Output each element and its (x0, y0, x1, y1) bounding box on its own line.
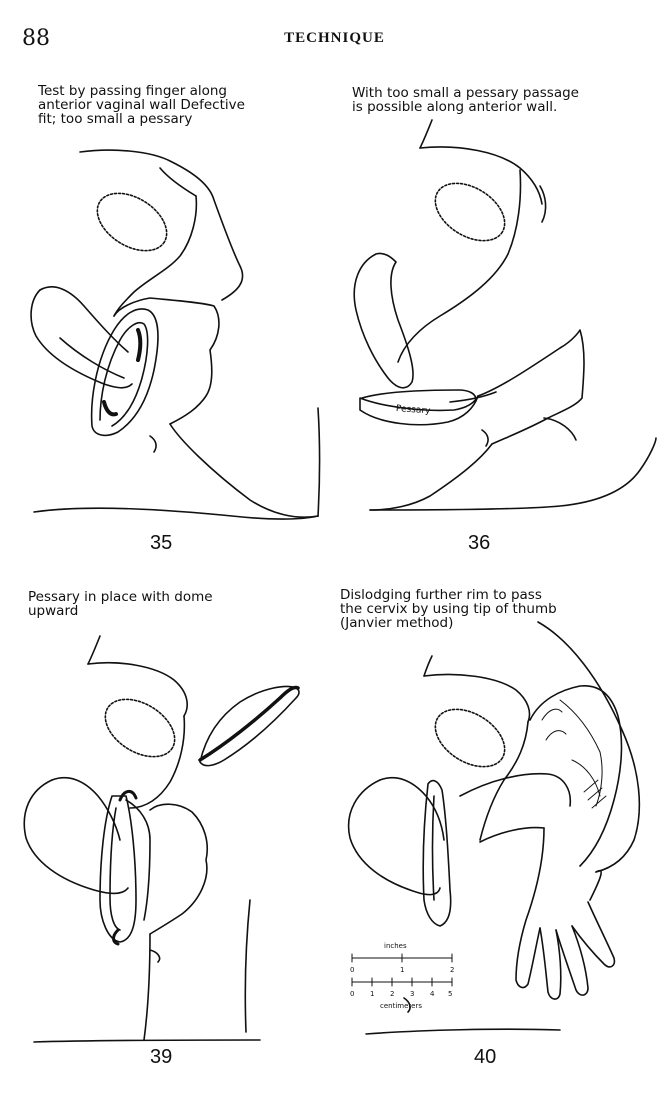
scale-cm-tick-label: 0 (350, 990, 355, 998)
scale-cm-tick-label: 4 (430, 990, 435, 998)
scale-cm-tick-label: 1 (370, 990, 375, 998)
figure-35-caption: Test by passing finger along anterior vaginal wall Defective fit; too small a pessary (38, 83, 245, 127)
figure-36-pessary-label: Pessary (395, 404, 431, 417)
figure-35-number: 35 (150, 532, 173, 554)
figure-36-caption: With too small a pessary passage is possible along anterior wall. (352, 85, 579, 115)
scale-cm-tick-label: 2 (390, 990, 395, 998)
figure-36-drawing (354, 120, 656, 510)
figure-35-drawing (31, 150, 319, 519)
figure-39-number: 39 (150, 1046, 173, 1068)
figure-39-caption: Pessary in place with dome upward (28, 589, 213, 619)
page-number: 88 (22, 26, 50, 51)
scale-inches-label: inches (384, 942, 407, 950)
figure-39-drawing (24, 636, 299, 1042)
scale-cm-tick-label: 5 (448, 990, 453, 998)
scale-inch-tick-label: 1 (400, 966, 405, 974)
figure-40-number: 40 (474, 1046, 497, 1068)
running-head: TECHNIQUE (284, 30, 385, 46)
scale-inch-tick-label: 0 (350, 966, 355, 974)
scale-inch-tick-label: 2 (450, 966, 455, 974)
figure-40-caption: Dislodging further rim to pass the cervix by using tip of thumb (Janvier method) (340, 587, 557, 631)
figure-36-number: 36 (468, 532, 491, 554)
scale-cm-tick-label: 3 (410, 990, 415, 998)
scale-centimeters-label: centimeters (380, 1002, 422, 1010)
figure-40-drawing (349, 622, 640, 1034)
